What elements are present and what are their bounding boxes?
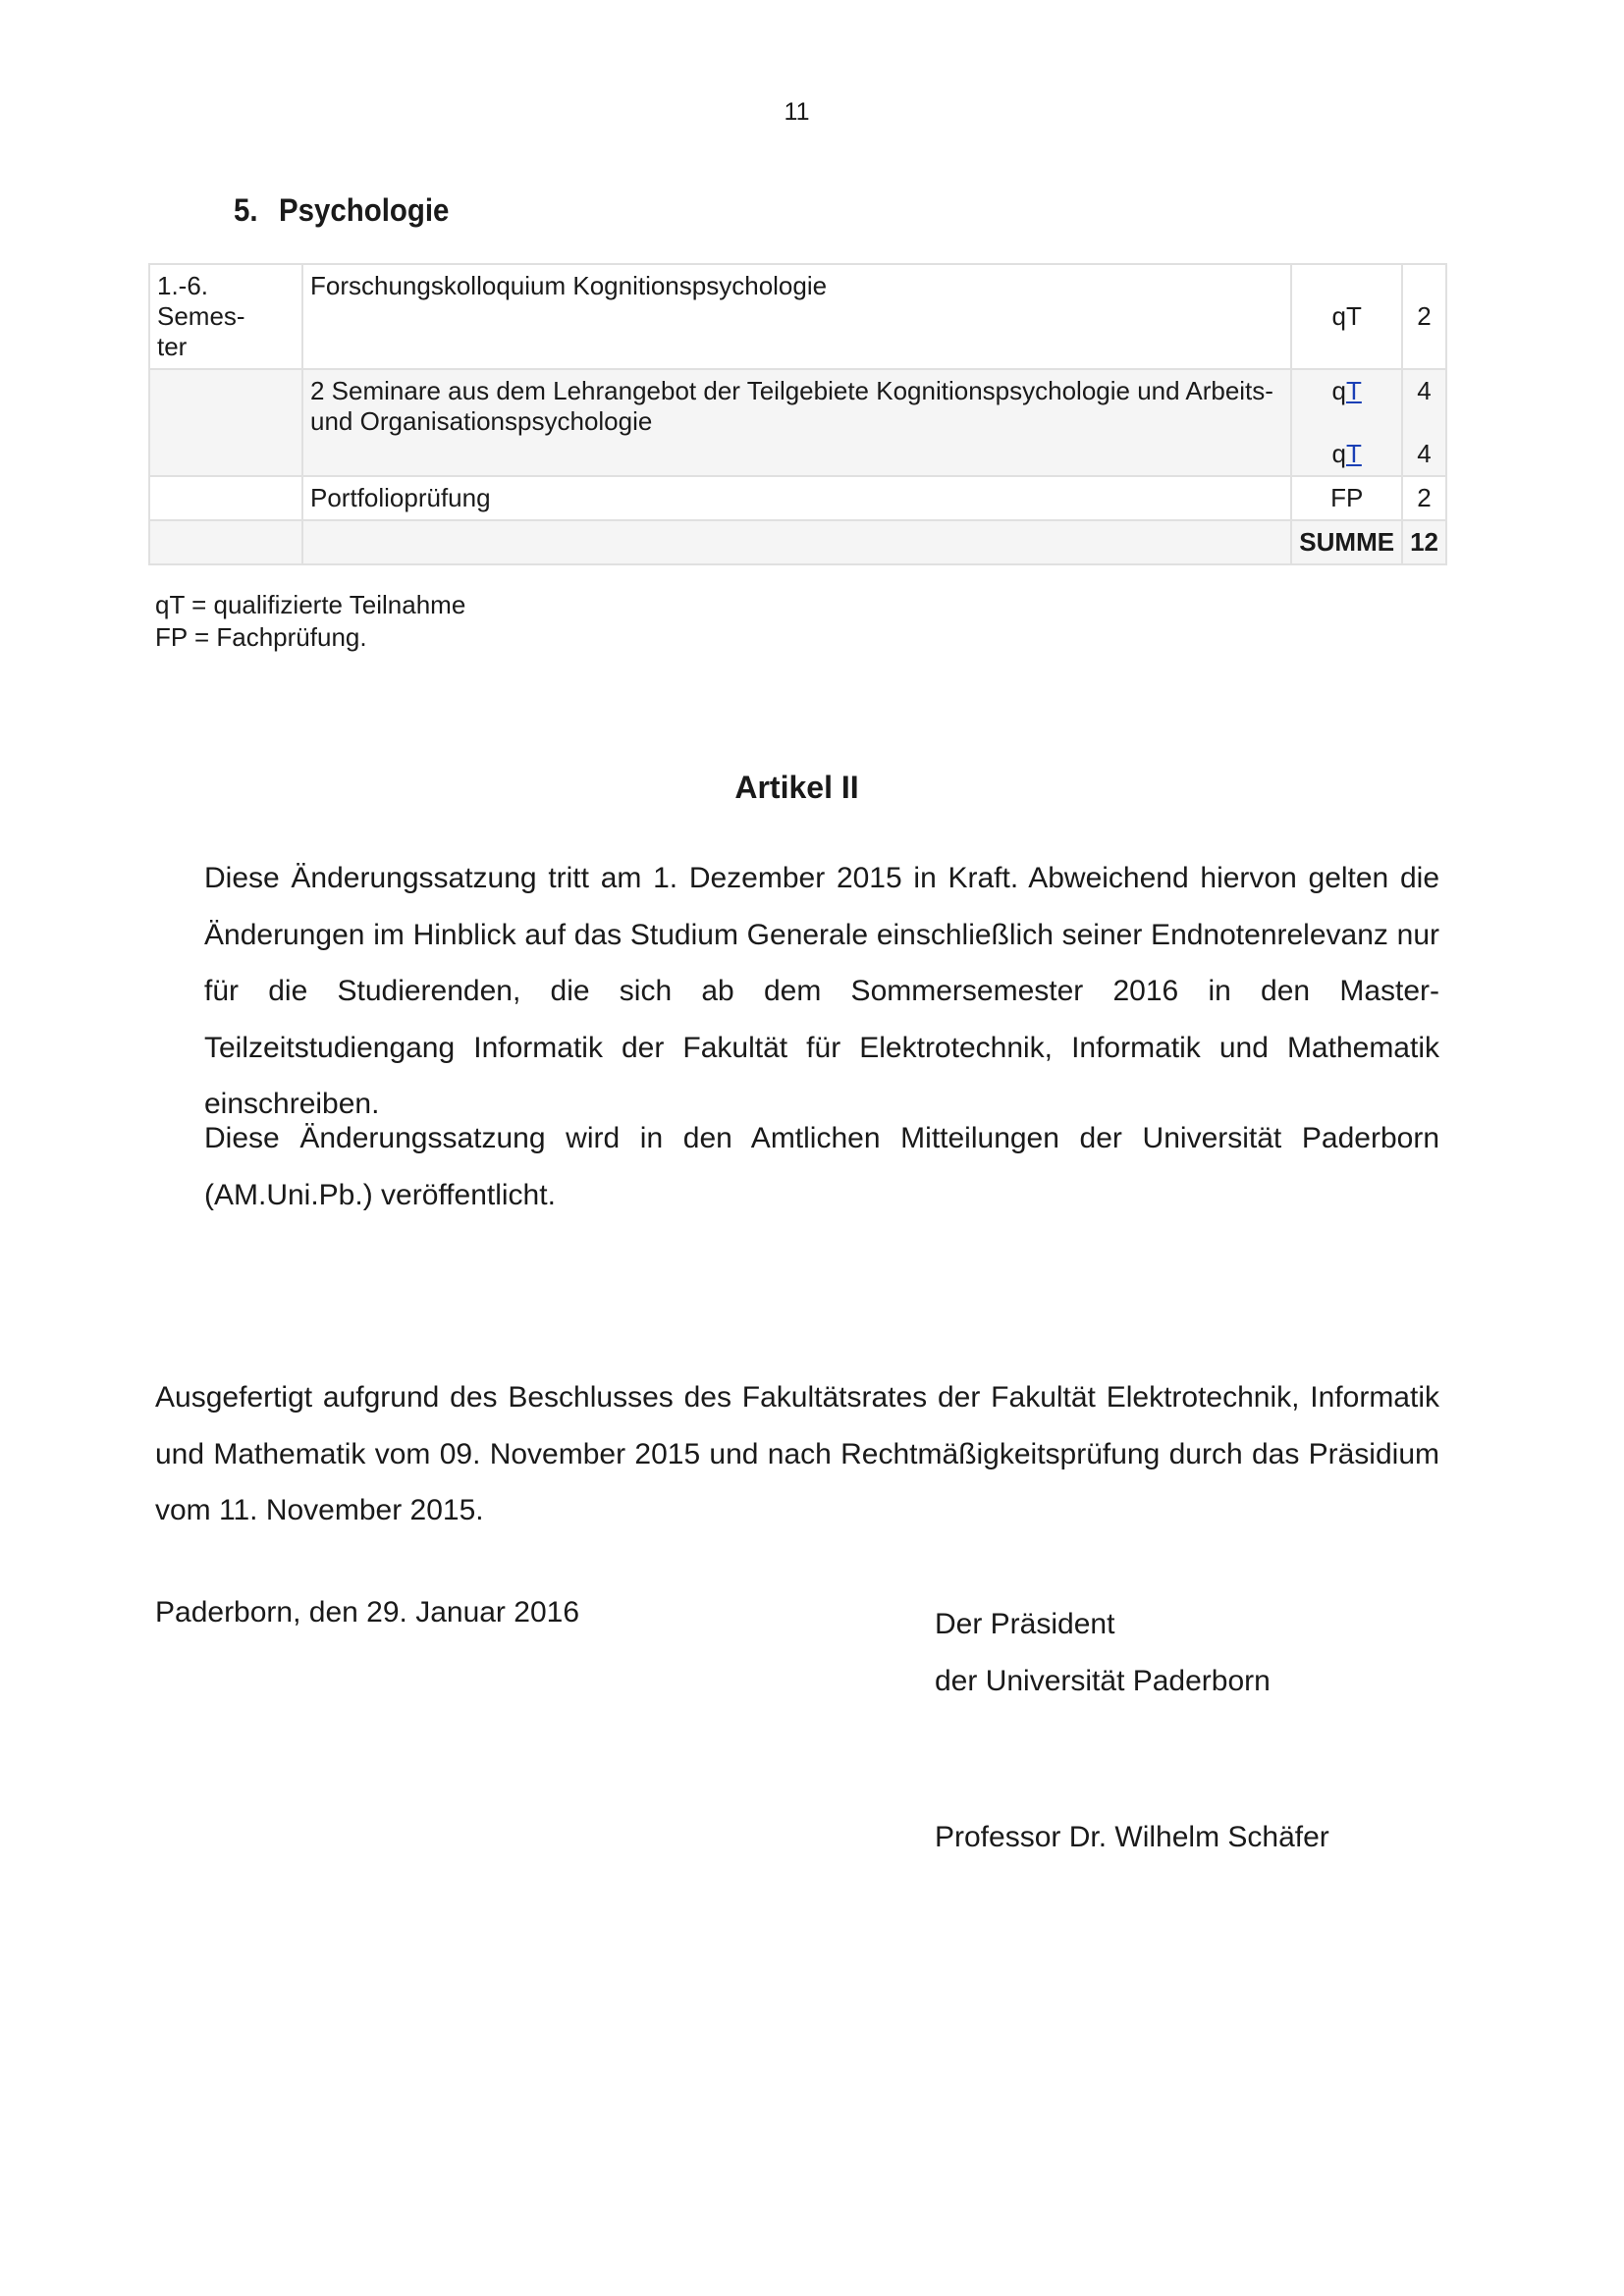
type-link[interactable]: T [1345,439,1362,468]
course-cell [302,520,1291,564]
type-prefix: q [1331,376,1346,405]
article-paragraph-2: Diese Änderungssatzung wird in den Amtlichen Mitteilungen der Universität Paderborn (AM.Uni.Pb.) veröffentlicht. [204,1122,1439,1211]
credits-cell: 2 [1402,476,1446,520]
semester-cell [149,520,302,564]
course-table [148,263,1447,565]
legend-qt: qT = qualifizierte Teilnahme [155,590,466,619]
credits-value: 4 [1417,376,1432,405]
legend [155,589,465,654]
section-title: Psychologie [279,192,450,228]
type-cell: FP [1291,476,1402,520]
semester-cell [149,476,302,520]
sum-value: 12 [1402,520,1446,564]
type-cell: qT [1291,264,1402,369]
credits-cell: 2 [1402,264,1446,369]
table-row [149,264,1446,369]
credits-value: 4 [1417,439,1432,468]
signature-block [935,1596,1271,1710]
section-number: 5. [234,192,258,228]
course-cell: Forschungskolloquium Kognitionspsychologie [302,264,1291,369]
article-paragraph-1: Diese Änderungssatzung tritt am 1. Dezember 2015 in Kraft. Abweichend hiervon gelten die Änderungen im Hinblick auf das Studium Generale einschließlich seiner Endnotenrelevanz nur für die Studierenden, die sich ab dem Sommersemester 2016 in den Master-Teilzeitstudiengang Informatik der Fakultät für Elektrotechnik, Informatik und Mathematik einschreiben. [204,862,1439,1120]
type-cell [1291,369,1402,476]
semester-cell: 1.-6. Semes- ter [149,264,302,369]
page-number: 11 [784,98,810,126]
sum-label: SUMME [1291,520,1402,564]
signature-title: Der Präsident [935,1608,1115,1640]
course-cell: 2 Seminare aus dem Lehrangebot der Teilgebiete Kognitionspsychologie und Arbeits- und Organisationspsychologie [302,369,1291,476]
legend-fp: FP = Fachprüfung. [155,622,367,652]
semester-cell [149,369,302,476]
course-cell: Portfolioprüfung [302,476,1291,520]
signature-institution: der Universität Paderborn [935,1665,1271,1697]
signatory-name: Professor Dr. Wilhelm Schäfer [935,1821,1329,1853]
table-row [149,369,1446,476]
section-heading [234,192,449,229]
table-row [149,520,1446,564]
place-date: Paderborn, den 29. Januar 2016 [155,1596,579,1629]
ausgefertigt-paragraph: Ausgefertigt aufgrund des Beschlusses des Fakultätsrates der Fakultät Elektrotechnik, Informatik und Mathematik vom 09. November 2015 und nach Rechtmäßigkeitsprüfung durch das Präsidium vom 11. November 2015. [155,1381,1439,1526]
table-row [149,476,1446,520]
type-link[interactable]: T [1345,376,1362,405]
credits-cell [1402,369,1446,476]
article-title: Artikel II [734,770,859,805]
type-prefix: q [1331,439,1346,468]
